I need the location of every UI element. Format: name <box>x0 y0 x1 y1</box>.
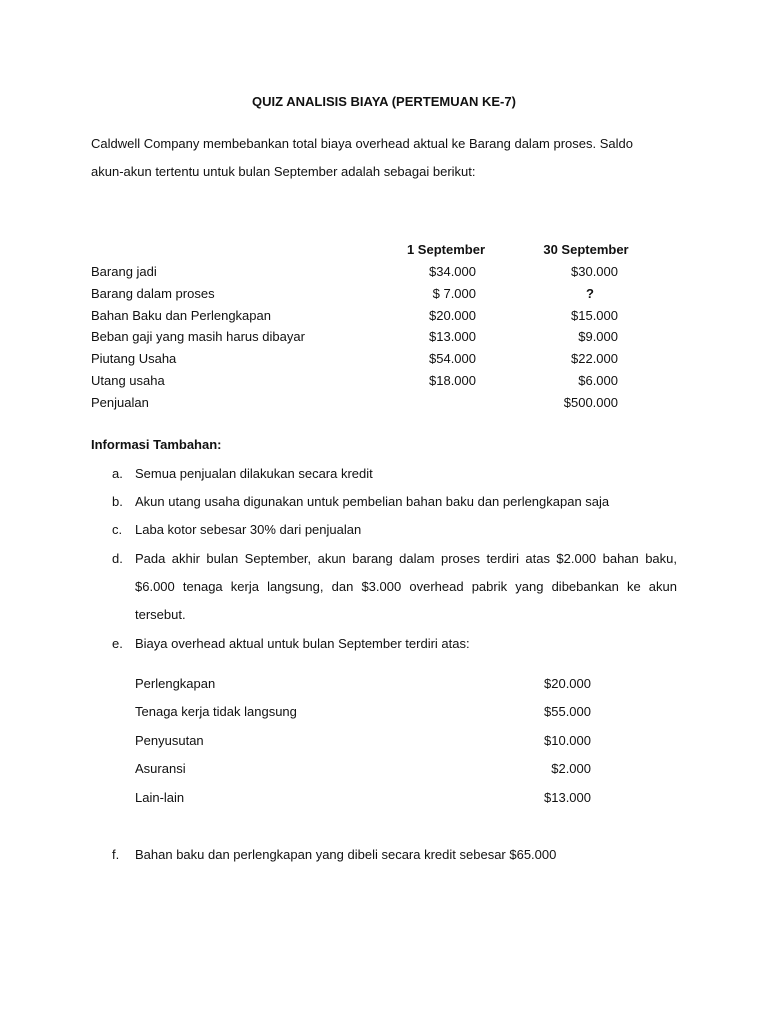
list-marker: d. <box>112 551 123 566</box>
row-value-sep30: $15.000 <box>571 308 618 323</box>
overhead-value: $13.000 <box>544 790 591 805</box>
row-label: Barang jadi <box>91 264 157 279</box>
overhead-label: Asuransi <box>135 761 186 776</box>
list-marker: e. <box>112 636 123 651</box>
row-value-sep1: $13.000 <box>429 329 476 344</box>
row-value-sep30: $500.000 <box>563 395 618 410</box>
page-title: QUIZ ANALISIS BIAYA (PERTEMUAN KE-7) <box>252 94 516 109</box>
row-label: Beban gaji yang masih harus dibayar <box>91 329 305 344</box>
col-header-1-september: 1 September <box>406 242 486 257</box>
list-item-text: Akun utang usaha digunakan untuk pembelian bahan baku dan perlengkapan saja <box>135 494 610 509</box>
overhead-label: Lain-lain <box>135 790 185 805</box>
row-label: Bahan Baku dan Perlengkapan <box>91 308 271 323</box>
row-value-sep1: $18.000 <box>429 373 476 388</box>
row-value-sep30: ? <box>586 286 594 301</box>
row-value-sep1: $34.000 <box>429 264 476 279</box>
overhead-label: Tenaga kerja tidak langsung <box>135 704 297 719</box>
row-value-sep1: $ 7.000 <box>432 286 476 301</box>
row-label: Utang usaha <box>91 373 165 388</box>
info-heading: Informasi Tambahan: <box>91 437 222 452</box>
intro-line-2: akun-akun tertentu untuk bulan September adalah sebagai berikut: <box>91 164 476 179</box>
list-item-text-line: $6.000 tenaga kerja langsung, dan $3.000 overhead pabrik yang dibebankan ke akun <box>135 579 677 594</box>
row-value-sep30: $6.000 <box>578 373 618 388</box>
list-marker: f. <box>112 847 120 862</box>
list-item-text: Semua penjualan dilakukan secara kredit <box>135 466 373 481</box>
list-item-text-line: tersebut. <box>135 607 186 622</box>
overhead-value: $20.000 <box>544 676 591 691</box>
overhead-value: $2.000 <box>551 761 591 776</box>
intro-line-1: Caldwell Company membebankan total biaya overhead aktual ke Barang dalam proses. Saldo <box>91 136 633 151</box>
overhead-label: Penyusutan <box>135 733 204 748</box>
list-marker: c. <box>112 522 123 537</box>
row-value-sep1: $54.000 <box>429 351 476 366</box>
list-item-text: Biaya overhead aktual untuk bulan September terdiri atas: <box>135 636 470 651</box>
row-value-sep30: $22.000 <box>571 351 618 366</box>
list-marker: b. <box>112 494 123 509</box>
col-header-30-september: 30 September <box>543 242 629 257</box>
row-label: Barang dalam proses <box>91 286 215 301</box>
overhead-value: $10.000 <box>544 733 591 748</box>
list-marker: a. <box>112 466 123 481</box>
list-item-text-line: Pada akhir bulan September, akun barang dalam proses terdiri atas $2.000 bahan baku, <box>135 551 677 566</box>
overhead-value: $55.000 <box>544 704 591 719</box>
row-value-sep30: $9.000 <box>578 329 618 344</box>
row-label: Penjualan <box>91 395 149 410</box>
row-value-sep1: $20.000 <box>429 308 476 323</box>
list-item-text: Laba kotor sebesar 30% dari penjualan <box>135 522 362 537</box>
row-label: Piutang Usaha <box>91 351 177 366</box>
row-value-sep30: $30.000 <box>571 264 618 279</box>
overhead-label: Perlengkapan <box>135 676 216 691</box>
list-item-text: Bahan baku dan perlengkapan yang dibeli secara kredit sebesar $65.000 <box>135 847 557 862</box>
